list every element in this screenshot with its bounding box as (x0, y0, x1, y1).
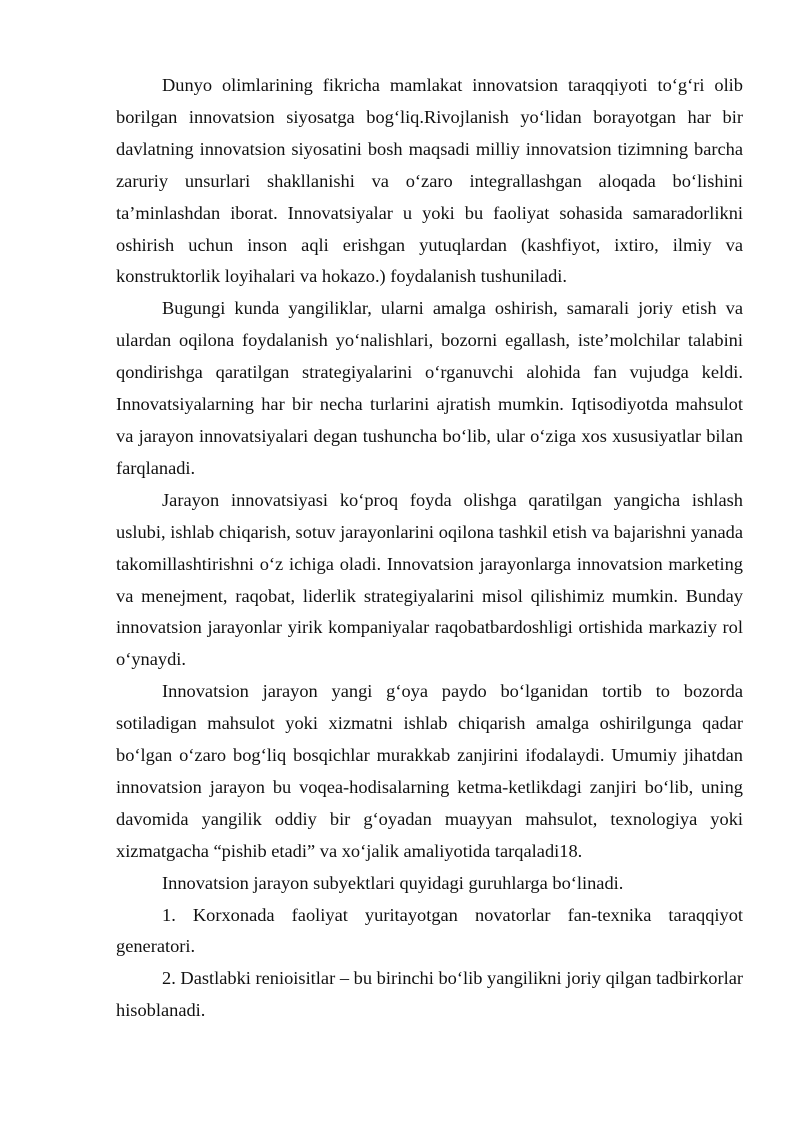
paragraph-innovation-process-chain: Innovatsion jarayon yangi g‘oya paydo bo‘lganidan tortib to bozorda sotiladigan mahsulot yoki xizmatni ishlab chiqarish amalga oshirilgunga qadar bo‘lgan o‘zaro bog‘liq bosqichlar murakkab zanjirini ifodalaydi. Umumiy jihatdan innovatsion jarayon bu voqea-hodisalarning ketma-ketlikdagi zanjiri bo‘lib, uning davomida yangilik oddiy bir g‘oyadan muayyan mahsulot, texnologiya yoki xizmatgacha “pishib etadi” va xo‘jalik amaliyotida tarqaladi18. (116, 681, 743, 861)
list-item-2: 2. Dastlabki renioisitlar – bu birinchi bo‘lib yangilikni joriy qilgan tadbirkorlar hisoblanadi. (116, 968, 743, 1021)
paragraph-innovation-policy: Dunyo olimlarining fikricha mamlakat innovatsion taraqqiyoti to‘g‘ri olib borilgan innovatsion siyosatga bog‘liq.Rivojlanish yo‘lidan borayotgan har bir davlatning innovatsion siyosatini bosh maqsadi milliy innovatsion tizimning barcha zaruriy unsurlari shakllanishi va o‘zaro integrallashgan aloqada bo‘lishini ta’minlashdan iborat. Innovatsiyalar u yoki bu faoliyat sohasida samaradorlikni oshirish uchun inson aqli erishgan yutuqlardan (kashfiyot, ixtiro, ilmiy va konstruktorlik loyihalari va hokazo.) foydalanish tushuniladi. (116, 75, 743, 287)
paragraph-subjects-intro: Innovatsion jarayon subyektlari quyidagi guruhlarga bo‘linadi. (162, 872, 624, 893)
paragraph-process-innovation: Jarayon innovatsiyasi ko‘proq foyda olishga qaratilgan yangicha ishlash uslubi, ishlab chiqarish, sotuv jarayonlarini oqilona tashkil etish va bajarishni yanada takomillashtirishni o‘z ichiga oladi. Innovatsion jarayonlarga innovatsion marketing va menejment, raqobat, liderlik strategiyalarini misol qilishimiz mumkin. Bunday innovatsion jarayonlar yirik kompaniyalar raqobatbardoshligi ortishida markaziy rol o‘ynaydi. (116, 489, 743, 670)
paragraph-innovation-science: Bugungi kunda yangiliklar, ularni amalga oshirish, samarali joriy etish va ulardan oqilona foydalanish yo‘nalishlari, bozorni egallash, iste’molchilar talabini qondirishga qaratilgan strategiyalarini o‘rganuvchi alohida fan vujudga keldi. Innovatsiyalarning har bir necha turlarini ajratish mumkin. Iqtisodiyotda mahsulot va jarayon innovatsiyalari degan tushuncha bo‘lib, ular o‘ziga xos xususiyatlar bilan farqlanadi. (116, 298, 743, 478)
list-item-1: 1. Korxonada faoliyat yuritayotgan novatorlar fan-texnika taraqqiyot generatori. (116, 904, 743, 957)
document-page (116, 70, 743, 1027)
